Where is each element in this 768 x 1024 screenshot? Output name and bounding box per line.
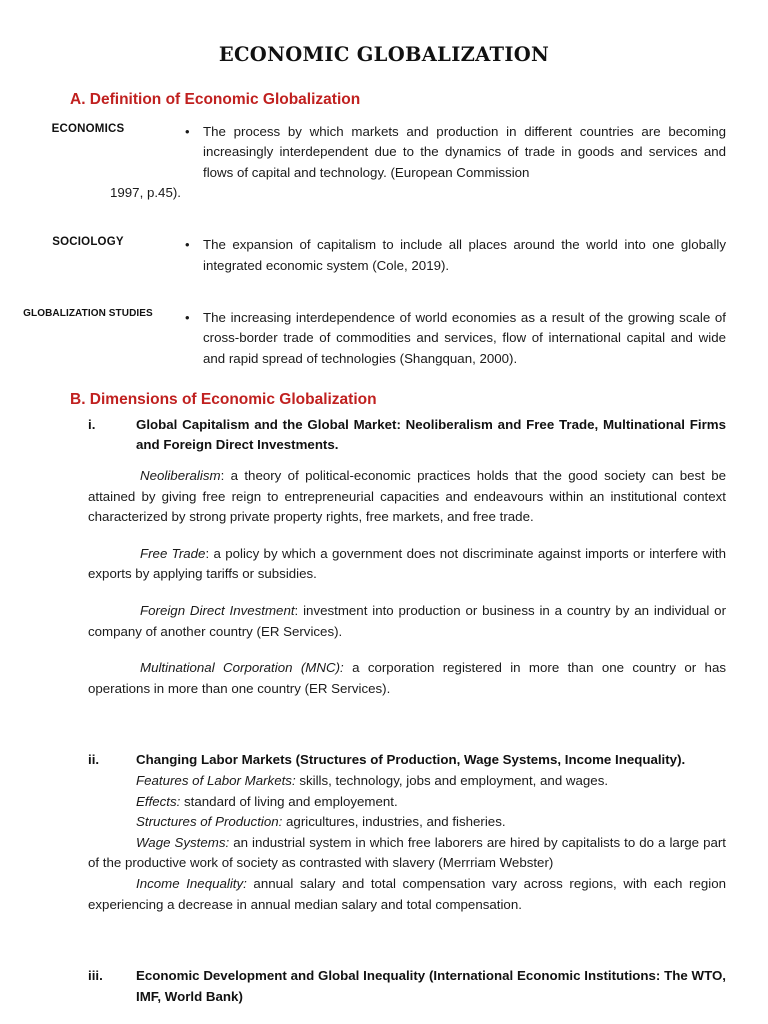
definition-structures-of-production: agricultures, industries, and fisheries. bbox=[282, 814, 506, 830]
paragraph-neoliberalism bbox=[0, 466, 768, 528]
paragraph-free-trade bbox=[0, 544, 768, 585]
definition-label-sociology: SOCIOLOGY bbox=[52, 236, 124, 249]
bullet-icon: • bbox=[185, 124, 190, 140]
paragraph-income-inequality bbox=[0, 874, 768, 915]
definition-free-trade: : a policy by which a government does not discriminate against imports or interfere with exports by applying tariffs or subsidies. bbox=[88, 545, 726, 582]
definition-text-economics: The process by which markets and production in different countries are becoming increasingly interdependent due to the dynamics of trade in goods and services and flows of capital and technology. (European Commission bbox=[203, 124, 726, 180]
definition-text-sociology: The expansion of capitalism to include all places around the world into one globally integrated economic system (Cole, 2019). bbox=[203, 237, 726, 273]
term-features-of-labor-markets: Features of Labor Markets: bbox=[136, 773, 296, 789]
definition-label-economics: ECONOMICS bbox=[51, 123, 125, 136]
term-free-trade: Free Trade bbox=[140, 545, 206, 561]
definition-neoliberalism: : a theory of political-economic practices holds that the good society can best be attained by giving free reign to entrepreneurial capacities and endeavours within an institutional context characterized by strong private property rights, free markets, and free trade. bbox=[88, 467, 726, 525]
subline-structures-of-production bbox=[0, 812, 768, 833]
term-wage-systems: Wage Systems: bbox=[136, 834, 230, 850]
paragraph-wage-systems bbox=[0, 833, 768, 874]
definition-row-sociology bbox=[0, 235, 768, 276]
roman-marker-ii: ii. bbox=[88, 752, 100, 768]
subline-features-of-labor-markets bbox=[0, 771, 768, 792]
definition-continuation-economics: 1997, p.45). bbox=[110, 185, 181, 201]
definition-body-economics bbox=[185, 122, 726, 183]
spacer bbox=[0, 915, 768, 961]
roman-item-ii bbox=[0, 750, 768, 771]
definition-row-globalization-studies bbox=[0, 308, 768, 369]
roman-item-i bbox=[0, 415, 768, 456]
roman-title-iii: Economic Development and Global Inequality (International Economic Institutions: The WTO, IMF, World Bank) bbox=[136, 968, 726, 1004]
definition-body-sociology bbox=[185, 235, 726, 276]
definition-features-of-labor-markets: skills, technology, jobs and employment, and wages. bbox=[295, 773, 609, 789]
term-effects: Effects: bbox=[136, 793, 181, 809]
roman-marker-iii: iii. bbox=[88, 968, 103, 984]
roman-item-iii bbox=[0, 966, 768, 1007]
term-foreign-direct-investment: Foreign Direct Investment bbox=[140, 602, 295, 618]
definition-row-economics bbox=[0, 122, 768, 183]
spacer bbox=[0, 456, 768, 466]
term-income-inequality: Income Inequality: bbox=[136, 876, 247, 892]
roman-title-ii: Changing Labor Markets (Structures of Production, Wage Systems, Income Inequality). bbox=[136, 752, 686, 768]
definition-text-globalization-studies: The increasing interdependence of world economies as a result of the growing scale of cross-border trade of commodities and services, flow of international capital and wide and rapid spread of technologies (Shangquan, 2000). bbox=[203, 310, 726, 366]
spacer bbox=[0, 276, 768, 298]
paragraph-multinational-corporation bbox=[0, 658, 768, 699]
bullet-icon: • bbox=[185, 310, 190, 326]
roman-title-i: Global Capitalism and the Global Market: Neoliberalism and Free Trade, Multinational Firms and Foreign Direct Investments. bbox=[136, 416, 726, 453]
bullet-icon: • bbox=[185, 237, 190, 253]
paragraph-foreign-direct-investment bbox=[0, 601, 768, 642]
definition-effects: standard of living and employement. bbox=[180, 793, 398, 809]
spacer bbox=[0, 203, 768, 225]
definition-multinational-corporation: a corporation registered in more than one country or has operations in more than one country (ER Services). bbox=[88, 660, 726, 696]
definition-income-inequality: annual salary and total compensation vary across regions, with each region experiencing a decrease in annual median salary and total compensation. bbox=[88, 876, 726, 912]
definition-body-globalization-studies bbox=[185, 308, 726, 369]
definition-foreign-direct-investment: : investment into production or business in a country by an individual or company of another country (ER Services). bbox=[88, 602, 727, 639]
subline-effects bbox=[0, 792, 768, 813]
roman-marker-i: i. bbox=[88, 416, 96, 432]
term-structures-of-production: Structures of Production: bbox=[136, 814, 283, 830]
term-neoliberalism: Neoliberalism bbox=[140, 467, 221, 483]
section-b-heading: B. Dimensions of Economic Globalization bbox=[70, 391, 377, 409]
spacer bbox=[0, 699, 768, 745]
document-title: ECONOMIC GLOBALIZATION bbox=[218, 43, 550, 66]
definition-wage-systems: an industrial system in which free laborers are hired by capitalists to do a large part of the productive work of society as contrasted with slavery (Merrriam Webster) bbox=[88, 834, 726, 871]
definition-label-globalization-studies: GLOBALIZATION STUDIES bbox=[23, 308, 153, 320]
term-multinational-corporation: Multinational Corporation (MNC): bbox=[140, 660, 344, 676]
section-a-heading: A. Definition of Economic Globalization bbox=[70, 91, 361, 109]
